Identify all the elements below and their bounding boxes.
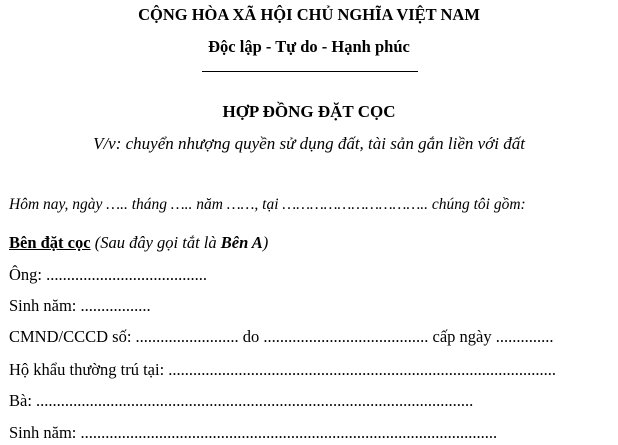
- header-divider: [202, 71, 418, 72]
- contract-title: HỢP ĐỒNG ĐẶT CỌC: [222, 102, 396, 121]
- party-a-note: [91, 233, 269, 252]
- party-a-short-name: Bên A: [220, 233, 263, 252]
- field-birth-year-1: Sinh năm: .................: [9, 296, 151, 315]
- party-a-heading: [9, 235, 268, 252]
- national-motto: Độc lập - Tự do - Hạnh phúc: [208, 37, 410, 56]
- intro-line: Hôm nay, ngày ….. tháng ….. năm ……, tại ………………………….. chúng tôi gồm:: [9, 196, 526, 213]
- field-mrs: Bà: ..........................................................................................................: [9, 391, 474, 410]
- party-a-note-suffix: ): [262, 233, 269, 252]
- contract-subject: V/v: chuyển nhượng quyền sử dụng đất, tài sản gắn liền với đất: [93, 134, 525, 153]
- field-permanent-address: Hộ khẩu thường trú tại: ..............................................................................................: [9, 360, 557, 379]
- field-mr: Ông: .......................................: [9, 265, 207, 284]
- party-a-note-prefix: (Sau đây gọi tắt là: [90, 233, 221, 252]
- field-birth-year-2: Sinh năm: .....................................................................................................: [9, 423, 498, 442]
- party-a-label: Bên đặt cọc: [9, 233, 91, 252]
- field-id-number: CMND/CCCD số: ......................... do ........................................ cấp ngày ..............: [9, 327, 554, 346]
- national-title: CỘNG HÒA XÃ HỘI CHỦ NGHĨA VIỆT NAM: [138, 5, 480, 24]
